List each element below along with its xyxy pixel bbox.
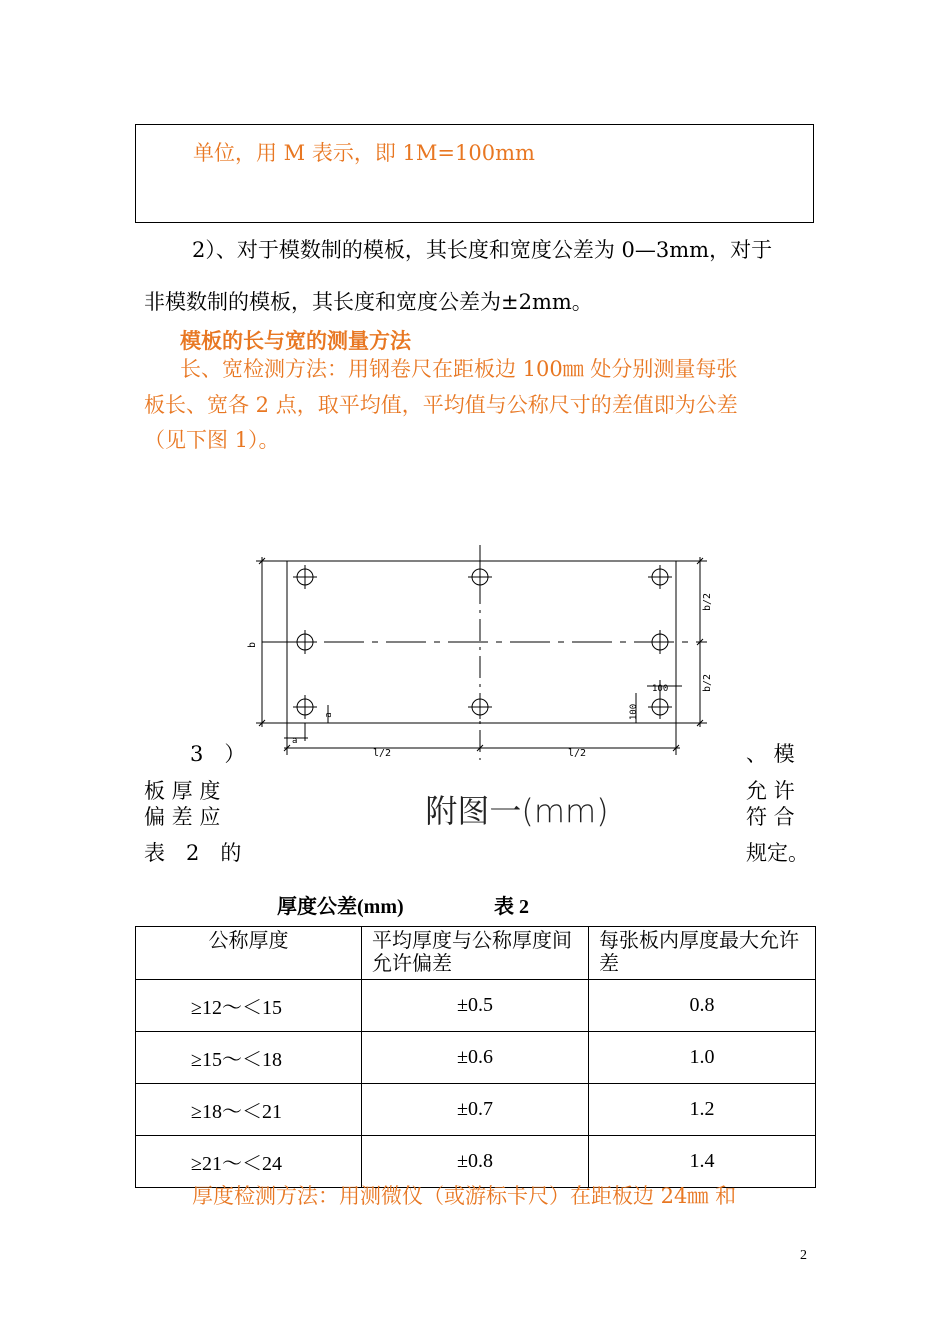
- point-icon: [648, 630, 672, 654]
- point-icon: [293, 695, 317, 719]
- table-cell: 0.8: [589, 980, 816, 1032]
- point-icon: [648, 565, 672, 589]
- para3-right3: 符 合: [746, 805, 795, 829]
- table-row: [136, 1084, 816, 1136]
- label-l-half-right: l/2: [567, 748, 587, 759]
- para3-right2: 允 许: [746, 779, 795, 803]
- table-cell: 1.2: [589, 1084, 816, 1136]
- table-cell: ±0.6: [362, 1032, 589, 1084]
- note-box: [135, 124, 814, 223]
- para3-left2: 板 厚 度: [144, 779, 221, 803]
- method-thickness-line1: 厚度检测方法：用测微仪（或游标卡尺）在距板边 24㎜ 和: [192, 1184, 737, 1208]
- table-cell: ±0.5: [362, 980, 589, 1032]
- measurement-diagram: [247, 555, 722, 835]
- point-icon: [293, 630, 317, 654]
- para2-line2: 非模数制的模板，其长度和宽度公差为±2mm。: [144, 290, 593, 314]
- para3-right4: 规定。: [746, 841, 809, 865]
- point-icon: [468, 695, 492, 719]
- note-box-text: 单位，用 M 表示，即 1M=100mm: [193, 141, 535, 165]
- page-number: 2: [800, 1248, 807, 1263]
- point-icon: [293, 565, 317, 589]
- table-cell: ≥15～＜18: [136, 1032, 362, 1084]
- table-cell: ±0.8: [362, 1136, 589, 1188]
- para2-line1: 2）、对于模数制的模板，其长度和宽度公差为 0—3mm，对于: [192, 238, 773, 262]
- label-l-half-left: l/2: [372, 748, 392, 759]
- table-header-row: [136, 927, 816, 980]
- table-cell: 1.0: [589, 1032, 816, 1084]
- para3-left3: 偏 差 应: [144, 805, 221, 829]
- label-b: b: [247, 641, 258, 649]
- label-b-half-top: b/2: [702, 592, 713, 612]
- table-row: [136, 1032, 816, 1084]
- table-row: [136, 980, 816, 1032]
- method-lw-line2: 板长、宽各 2 点，取平均值，平均值与公称尺寸的差值即为公差: [144, 393, 738, 417]
- table-cell: ±0.7: [362, 1084, 589, 1136]
- method-lw-line1: 长、宽检测方法：用钢卷尺在距板边 100㎜ 处分别测量每张: [180, 357, 738, 381]
- para3-right1: 、 模: [746, 742, 795, 766]
- label-a-v: a: [324, 712, 334, 718]
- label-b-half-bottom: b/2: [702, 673, 713, 693]
- thickness-tolerance-table: [135, 926, 816, 1188]
- table-title-name: 厚度公差(mm): [277, 896, 404, 918]
- table-header-cell: 公称厚度: [136, 927, 362, 980]
- table-header-cell: 平均厚度与公称厚度间允许偏差: [362, 927, 589, 980]
- label-100-h: 100: [652, 684, 669, 694]
- table-cell: ≥12～＜15: [136, 980, 362, 1032]
- table-title-number: 表 2: [494, 896, 529, 918]
- label-a-h: a: [292, 736, 298, 746]
- point-icon: [468, 565, 492, 589]
- table-cell: 1.4: [589, 1136, 816, 1188]
- para3-left1: 3 ）: [190, 742, 246, 766]
- table-cell: ≥18～＜21: [136, 1084, 362, 1136]
- table-cell: ≥21～＜24: [136, 1136, 362, 1188]
- point-icon: [648, 695, 672, 719]
- table-header-cell: 每张板内厚度最大允许差: [589, 927, 816, 980]
- para3-left4: 表 2 的: [144, 841, 242, 865]
- table-row: [136, 1136, 816, 1188]
- figure-caption: 附图一(mm): [425, 792, 609, 830]
- label-100-v: 100: [629, 703, 639, 721]
- method-lw-line3: （见下图 1）。: [144, 428, 280, 452]
- section-heading: 模板的长与宽的测量方法: [180, 329, 411, 353]
